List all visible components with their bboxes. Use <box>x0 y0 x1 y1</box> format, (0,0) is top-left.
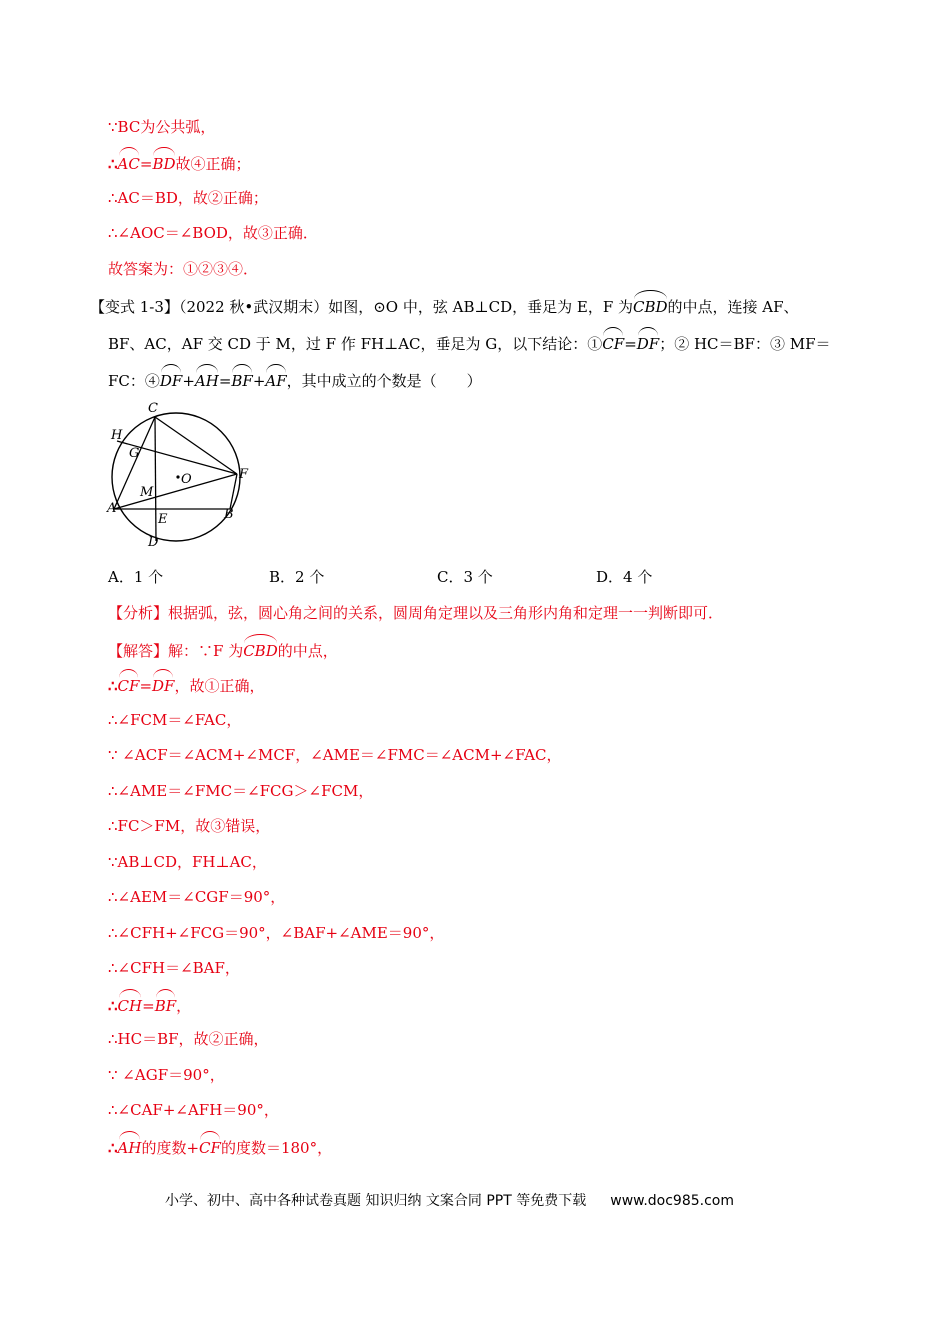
label-b: B <box>224 507 234 522</box>
solution-line-5: ∴∠AME＝∠FMC＝∠FCG＞∠FCM， <box>108 782 374 800</box>
label-a: A <box>107 501 117 516</box>
solution-line-12: ∴HC＝BF，故②正确， <box>108 1030 269 1048</box>
arc-bd: BD <box>152 151 175 175</box>
choice-a[interactable]: A．1 个 <box>108 568 164 586</box>
choice-b[interactable]: B．2 个 <box>269 568 325 586</box>
center-point <box>176 475 179 478</box>
solution-line-2: ∴CF=DF，故①正确， <box>108 673 264 697</box>
page-footer <box>165 1190 734 1212</box>
solution-line-3: ∴∠FCM＝∠FAC， <box>108 711 242 729</box>
problem-line-3: FC：④DF+AH=BF+AF，其中成立的个数是（ ） <box>108 368 482 392</box>
label-c: C <box>148 401 158 416</box>
answer-line-1: ∵BC为公共弧， <box>108 118 216 136</box>
answer-line-5: 故答案为：①②③④． <box>108 260 259 278</box>
problem-line-1: 【变式 1-3】（2022 秋•武汉期末）如图，⊙O 中，弦 AB⊥CD，垂足为 E，F 为CBD的中点，连接 AF、 <box>90 294 799 318</box>
geometry-figure <box>100 396 260 556</box>
arc-ac: AC <box>118 151 140 175</box>
footer-link[interactable]: www.doc985.com <box>610 1193 734 1209</box>
analysis-tag: 【分析】 <box>108 604 169 622</box>
analysis-line: 【分析】根据弧，弦，圆心角之间的关系，圆周角定理以及三角形内角和定理一一判断即可． <box>108 604 724 622</box>
solution-line-14: ∴∠CAF+∠AFH＝90°， <box>108 1101 279 1119</box>
segment-af <box>114 474 237 509</box>
label-h: H <box>111 428 123 443</box>
footer-text: 小学、初中、高中各种试卷真题 知识归纳 文案合同 PPT 等免费下载 <box>165 1193 587 1209</box>
label-m: M <box>140 485 154 500</box>
choice-d[interactable]: D．4 个 <box>596 568 653 586</box>
answer-line-2: ∴AC=BD故④正确； <box>108 151 251 175</box>
solution-line-9: ∴∠CFH+∠FCG＝90°，∠BAF+∠AME＝90°， <box>108 924 445 942</box>
label-f: F <box>239 467 249 482</box>
label-d: D <box>148 535 159 550</box>
solution-line-1: 【解答】解：∵F 为CBD的中点， <box>108 638 338 662</box>
choice-c[interactable]: C．3 个 <box>437 568 493 586</box>
solution-line-10: ∴∠CFH＝∠BAF， <box>108 959 240 977</box>
solution-line-15: ∴AH的度数+CF的度数＝180°， <box>108 1135 332 1159</box>
solution-line-13: ∵ ∠AGF＝90°， <box>108 1066 225 1084</box>
problem-line-2: BF、AC，AF 交 CD 于 M，过 F 作 FH⊥AC，垂足为 G，以下结论：①CF=DF；② HC＝BF：③ MF＝ <box>108 331 831 355</box>
solution-line-4: ∵ ∠ACF＝∠ACM+∠MCF，∠AME＝∠FMC＝∠ACM+∠FAC， <box>108 746 562 764</box>
answer-line-3: ∴AC＝BD，故②正确； <box>108 189 268 207</box>
solution-line-6: ∴FC＞FM，故③错误， <box>108 817 271 835</box>
chord-cd <box>155 417 156 541</box>
solution-tag: 【解答】 <box>108 642 169 660</box>
solution-line-11: ∴CH=BF， <box>108 993 191 1017</box>
answer-line-4: ∴∠AOC＝∠BOD，故③正确． <box>108 224 318 242</box>
label-e: E <box>158 512 168 527</box>
variant-tag: 【变式 1-3】 <box>90 298 179 316</box>
label-g: G <box>129 446 140 461</box>
label-o: O <box>181 472 192 487</box>
solution-line-8: ∴∠AEM＝∠CGF＝90°， <box>108 888 286 906</box>
arc-cbd: CBD <box>633 294 668 318</box>
solution-line-7: ∵AB⊥CD，FH⊥AC， <box>108 853 267 871</box>
segment-cf <box>155 417 237 474</box>
